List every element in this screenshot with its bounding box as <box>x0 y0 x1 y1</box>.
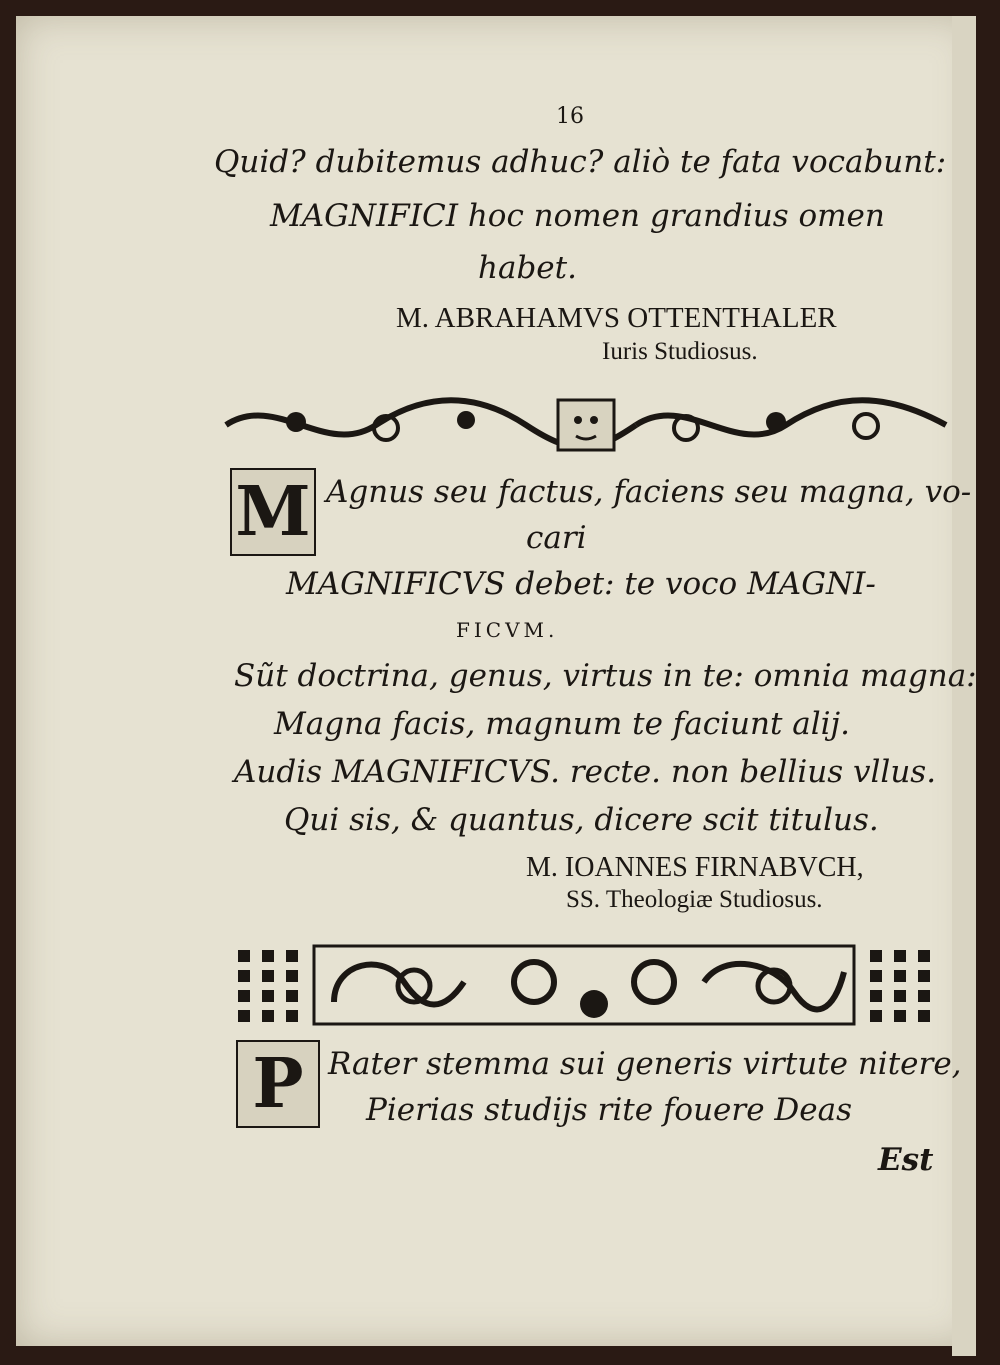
signature-2-title: SS. Theologiæ Studiosus. <box>566 886 823 913</box>
poem3-line1: Rater stemma sui generis virtute nitere, <box>328 1046 962 1082</box>
initial-letter: P <box>252 1044 304 1124</box>
stanza1-line2: MAGNIFICI hoc nomen grandius omen <box>270 198 885 234</box>
fruit-ornament-band <box>234 942 940 1028</box>
book-page <box>16 16 976 1346</box>
stanza1-line3: habet. <box>478 250 577 286</box>
poem2-line3: MAGNIFICVS debet: te voco MAGNI- <box>286 566 876 602</box>
catchword: Est <box>878 1142 934 1178</box>
page-number: 16 <box>556 104 584 129</box>
foliage-ornament-band <box>216 392 958 458</box>
poem2-line8: Qui sis, & quantus, dicere scit titulus. <box>284 802 879 838</box>
initial-letter: M <box>235 472 311 552</box>
poem2-line5: Sũt doctrina, genus, virtus in te: omnia magna: <box>234 658 977 694</box>
poem2-line2: cari <box>526 520 587 556</box>
poem2-line6: Magna facis, magnum te faciunt alij. <box>274 706 851 742</box>
poem2-line7: Audis MAGNIFICVS. recte. non bellius vllus. <box>234 754 937 790</box>
signature-1-title: Iuris Studiosus. <box>602 338 758 365</box>
signature-2-name: M. IOANNES FIRNABVCH, <box>526 852 864 883</box>
poem3-line2: Pierias studijs rite fouere Deas <box>366 1092 853 1128</box>
poem2-line4: FICVM. <box>456 618 559 642</box>
poem2-line1: Agnus seu factus, faciens seu magna, vo- <box>326 474 972 510</box>
decorated-initial-m <box>230 468 316 556</box>
stanza1-line1: Quid? dubitemus adhuc? aliò te fata vocabunt: <box>214 144 947 180</box>
decorated-initial-p <box>236 1040 320 1128</box>
signature-1-name: M. ABRAHAMVS OTTENTHALER <box>396 302 837 334</box>
